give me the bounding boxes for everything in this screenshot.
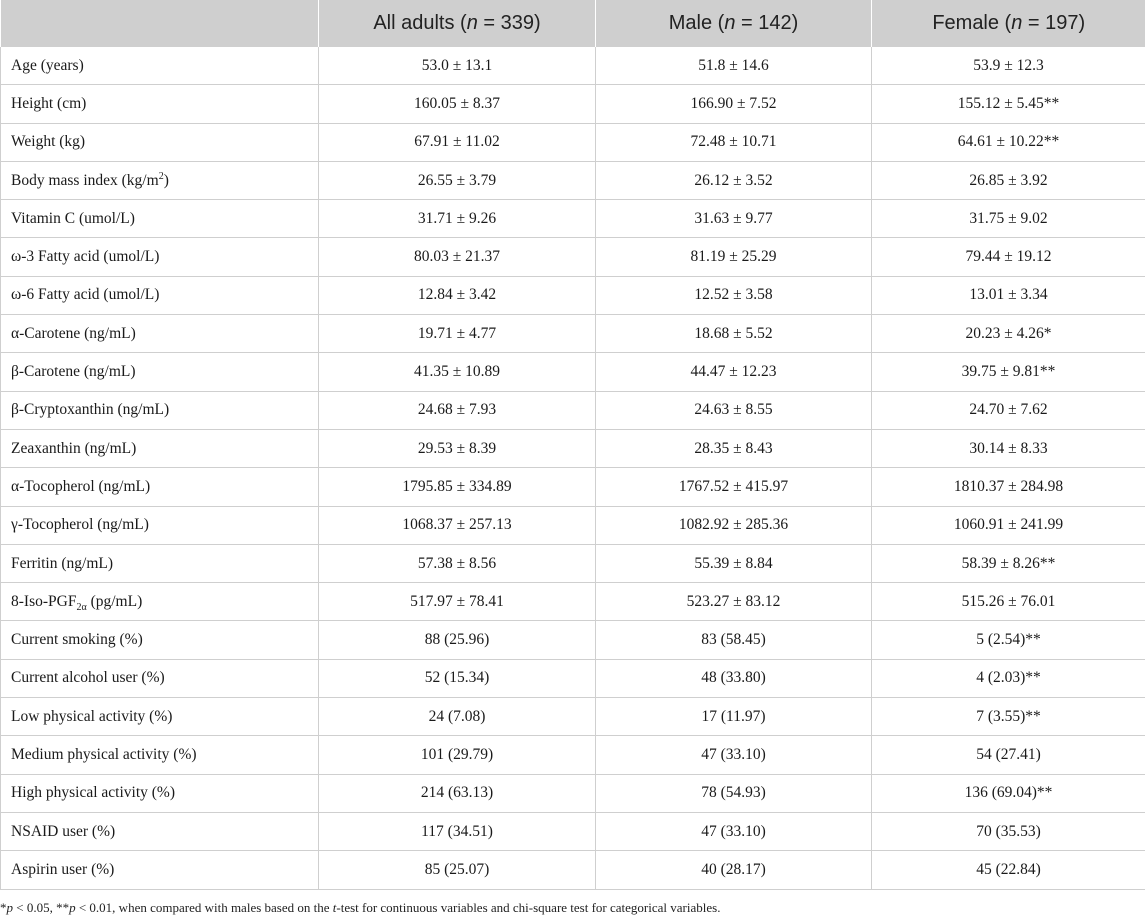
cell-male: 166.90 ± 7.52 xyxy=(596,85,872,123)
cell-all: 85 (25.07) xyxy=(319,851,596,889)
cell-female: 7 (3.55)** xyxy=(872,698,1145,736)
cell-all: 101 (29.79) xyxy=(319,736,596,774)
cell-male: 78 (54.93) xyxy=(596,774,872,812)
row-label: β-Carotene (ng/mL) xyxy=(1,353,319,391)
cell-female: 53.9 ± 12.3 xyxy=(872,47,1145,85)
cell-female: 58.39 ± 8.26** xyxy=(872,544,1145,582)
cell-male: 51.8 ± 14.6 xyxy=(596,47,872,85)
row-label: Zeaxanthin (ng/mL) xyxy=(1,429,319,467)
cell-female: 1060.91 ± 241.99 xyxy=(872,506,1145,544)
table-row xyxy=(1,429,1145,467)
row-label: Age (years) xyxy=(1,47,319,85)
table-row xyxy=(1,276,1145,314)
table-row xyxy=(1,851,1145,889)
cell-female: 54 (27.41) xyxy=(872,736,1145,774)
header-all-adults: All adults (n = 339) xyxy=(319,0,596,47)
table-row xyxy=(1,736,1145,774)
row-label: Aspirin user (%) xyxy=(1,851,319,889)
table-row xyxy=(1,698,1145,736)
row-label: γ-Tocopherol (ng/mL) xyxy=(1,506,319,544)
table-row xyxy=(1,583,1145,621)
table-row xyxy=(1,123,1145,161)
cell-all: 57.38 ± 8.56 xyxy=(319,544,596,582)
table-row xyxy=(1,506,1145,544)
cell-male: 40 (28.17) xyxy=(596,851,872,889)
cell-female: 30.14 ± 8.33 xyxy=(872,429,1145,467)
cell-all: 29.53 ± 8.39 xyxy=(319,429,596,467)
table-row xyxy=(1,315,1145,353)
cell-male: 12.52 ± 3.58 xyxy=(596,276,872,314)
row-label: NSAID user (%) xyxy=(1,812,319,850)
cell-female: 20.23 ± 4.26* xyxy=(872,315,1145,353)
cell-female: 26.85 ± 3.92 xyxy=(872,161,1145,199)
cell-male: 31.63 ± 9.77 xyxy=(596,200,872,238)
cell-male: 1082.92 ± 285.36 xyxy=(596,506,872,544)
table-row xyxy=(1,621,1145,659)
cell-male: 81.19 ± 25.29 xyxy=(596,238,872,276)
row-label: Ferritin (ng/mL) xyxy=(1,544,319,582)
row-label: α-Carotene (ng/mL) xyxy=(1,315,319,353)
cell-female: 64.61 ± 10.22** xyxy=(872,123,1145,161)
row-label: Current smoking (%) xyxy=(1,621,319,659)
cell-female: 515.26 ± 76.01 xyxy=(872,583,1145,621)
cell-male: 18.68 ± 5.52 xyxy=(596,315,872,353)
row-label: Vitamin C (umol/L) xyxy=(1,200,319,238)
table-row xyxy=(1,353,1145,391)
header-female: Female (n = 197) xyxy=(872,0,1145,47)
cell-male: 26.12 ± 3.52 xyxy=(596,161,872,199)
cell-all: 80.03 ± 21.37 xyxy=(319,238,596,276)
cell-female: 136 (69.04)** xyxy=(872,774,1145,812)
cell-male: 72.48 ± 10.71 xyxy=(596,123,872,161)
cell-all: 31.71 ± 9.26 xyxy=(319,200,596,238)
cell-all: 117 (34.51) xyxy=(319,812,596,850)
row-label: ω-3 Fatty acid (umol/L) xyxy=(1,238,319,276)
table-footnote: *p < 0.05, **p < 0.01, when compared with males based on the t-test for continuous variables and chi-square test for categorical variables. xyxy=(0,900,721,915)
cell-all: 1795.85 ± 334.89 xyxy=(319,468,596,506)
cell-all: 88 (25.96) xyxy=(319,621,596,659)
table-row xyxy=(1,85,1145,123)
cell-all: 24.68 ± 7.93 xyxy=(319,391,596,429)
cell-male: 523.27 ± 83.12 xyxy=(596,583,872,621)
row-label: Medium physical activity (%) xyxy=(1,736,319,774)
cell-all: 24 (7.08) xyxy=(319,698,596,736)
header-row xyxy=(1,0,1145,47)
table-row xyxy=(1,391,1145,429)
cell-female: 70 (35.53) xyxy=(872,812,1145,850)
cell-female: 24.70 ± 7.62 xyxy=(872,391,1145,429)
cell-female: 79.44 ± 19.12 xyxy=(872,238,1145,276)
table-header xyxy=(1,0,1145,47)
table-row xyxy=(1,774,1145,812)
cell-female: 39.75 ± 9.81** xyxy=(872,353,1145,391)
table-row xyxy=(1,544,1145,582)
cell-all: 41.35 ± 10.89 xyxy=(319,353,596,391)
table-row xyxy=(1,200,1145,238)
cell-male: 1767.52 ± 415.97 xyxy=(596,468,872,506)
cell-female: 4 (2.03)** xyxy=(872,659,1145,697)
cell-all: 52 (15.34) xyxy=(319,659,596,697)
cell-all: 214 (63.13) xyxy=(319,774,596,812)
table-row xyxy=(1,47,1145,85)
table-row xyxy=(1,468,1145,506)
table-row xyxy=(1,238,1145,276)
row-label: Current alcohol user (%) xyxy=(1,659,319,697)
cell-all: 53.0 ± 13.1 xyxy=(319,47,596,85)
row-label: $8-Iso-PGF_{2\alpha}$ (pg/mL) xyxy=(1,583,319,621)
cell-all: 517.97 ± 78.41 xyxy=(319,583,596,621)
cell-male: 24.63 ± 8.55 xyxy=(596,391,872,429)
table-row xyxy=(1,659,1145,697)
row-label: Weight (kg) xyxy=(1,123,319,161)
table-row xyxy=(1,812,1145,850)
cell-all: 160.05 ± 8.37 xyxy=(319,85,596,123)
row-label: Height (cm) xyxy=(1,85,319,123)
cell-male: 17 (11.97) xyxy=(596,698,872,736)
cell-male: 48 (33.80) xyxy=(596,659,872,697)
cell-male: 28.35 ± 8.43 xyxy=(596,429,872,467)
cell-male: 47 (33.10) xyxy=(596,736,872,774)
cell-all: 1068.37 ± 257.13 xyxy=(319,506,596,544)
cell-male: 83 (58.45) xyxy=(596,621,872,659)
row-label: β-Cryptoxanthin (ng/mL) xyxy=(1,391,319,429)
cell-female: 155.12 ± 5.45** xyxy=(872,85,1145,123)
cell-female: 1810.37 ± 284.98 xyxy=(872,468,1145,506)
cell-female: 45 (22.84) xyxy=(872,851,1145,889)
row-label: α-Tocopherol (ng/mL) xyxy=(1,468,319,506)
header-variable xyxy=(1,0,319,47)
cell-male: 47 (33.10) xyxy=(596,812,872,850)
cell-all: 26.55 ± 3.79 xyxy=(319,161,596,199)
row-label: Low physical activity (%) xyxy=(1,698,319,736)
cell-female: 5 (2.54)** xyxy=(872,621,1145,659)
cell-female: 13.01 ± 3.34 xyxy=(872,276,1145,314)
row-label: High physical activity (%) xyxy=(1,774,319,812)
cell-all: 19.71 ± 4.77 xyxy=(319,315,596,353)
cell-all: 12.84 ± 3.42 xyxy=(319,276,596,314)
table-body xyxy=(1,47,1145,889)
table-row xyxy=(1,161,1145,199)
cell-male: 44.47 ± 12.23 xyxy=(596,353,872,391)
row-label: ω-6 Fatty acid (umol/L) xyxy=(1,276,319,314)
cell-all: 67.91 ± 11.02 xyxy=(319,123,596,161)
row-label: Body mass index $(kg/m^2)$ xyxy=(1,161,319,199)
header-male: Male (n = 142) xyxy=(596,0,872,47)
cell-male: 55.39 ± 8.84 xyxy=(596,544,872,582)
cell-female: 31.75 ± 9.02 xyxy=(872,200,1145,238)
